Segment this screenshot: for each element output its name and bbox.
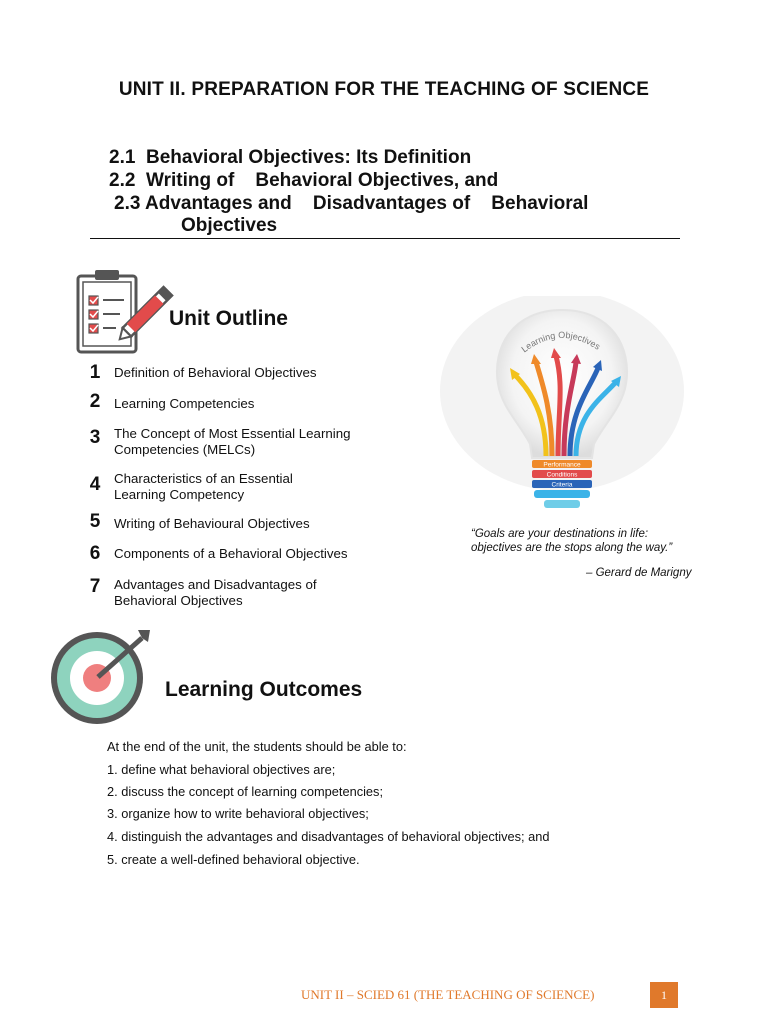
outline-item: Components of a Behavioral Objectives <box>114 546 348 561</box>
subtopic-2-2 <box>109 169 498 192</box>
bulb-band-criteria: Criteria <box>551 481 573 489</box>
outline-number: 7 <box>89 576 101 597</box>
outline-number: 6 <box>89 543 101 564</box>
quote-author: – Gerard de Marigny <box>586 567 692 579</box>
quote-line-2: objectives are the stops along the way.” <box>471 542 673 554</box>
outline-item: Definition of Behavioral Objectives <box>114 365 317 380</box>
outline-item: The Concept of Most Essential Learning Competencies (MELCs) <box>114 426 351 457</box>
page-number: 1 <box>650 982 678 1008</box>
outline-item: Advantages and Disadvantages of Behavioral Objectives <box>114 577 317 608</box>
subtopic-number: 2.2 <box>109 170 136 191</box>
learning-objectives-bulb-illustration <box>440 296 685 526</box>
outline-item: Writing of Behavioural Objectives <box>114 516 310 531</box>
footer-text: UNIT II – SCIED 61 (THE TEACHING OF SCIENCE) <box>301 987 595 1002</box>
subtopic-text: Writing of Behavioral Objectives, and <box>145 170 499 191</box>
clipboard-checklist-icon <box>68 266 183 361</box>
bulb-arc-text: Learning Objectives <box>519 329 603 355</box>
outline-number: 2 <box>89 391 101 412</box>
bulb-band-performance: Performance <box>543 461 581 469</box>
subtopic-2-3-continued: Objectives <box>181 215 278 236</box>
outline-number: 5 <box>89 511 101 532</box>
subtopic-2-1 <box>109 146 471 169</box>
outline-item: Learning Competencies <box>114 396 255 411</box>
outcome-item: 2. discuss the concept of learning competencies; <box>107 784 384 799</box>
outcome-item: 5. create a well-defined behavioral objective. <box>107 852 360 867</box>
learning-outcomes-heading: Learning Outcomes <box>165 678 363 701</box>
target-icon <box>42 626 157 731</box>
outline-number: 3 <box>89 427 101 448</box>
outcome-item: 1. define what behavioral objectives are; <box>107 762 336 777</box>
outline-number: 1 <box>89 362 101 383</box>
subtopic-text: Behavioral Objectives: Its Definition <box>145 147 472 168</box>
subtopic-number: 2.1 <box>109 147 136 168</box>
bulb-band-conditions: Conditions <box>546 471 578 479</box>
quote-line-1: “Goals are your destinations in life: <box>471 528 649 540</box>
unit-outline-heading: Unit Outline <box>169 307 288 330</box>
outcome-item: 3. organize how to write behavioral objectives; <box>107 806 369 821</box>
subtopic-2-3: 2.3 Advantages and Disadvantages of Behavioral <box>114 193 589 214</box>
outline-number: 4 <box>89 474 101 495</box>
outline-item: Characteristics of an Essential Learning Competency <box>114 471 293 502</box>
outcomes-intro: At the end of the unit, the students should be able to: <box>107 739 407 754</box>
outcome-item: 4. distinguish the advantages and disadvantages of behavioral objectives; and <box>107 829 550 844</box>
header-divider <box>90 238 680 239</box>
page-title: UNIT II. PREPARATION FOR THE TEACHING OF SCIENCE <box>118 79 650 100</box>
